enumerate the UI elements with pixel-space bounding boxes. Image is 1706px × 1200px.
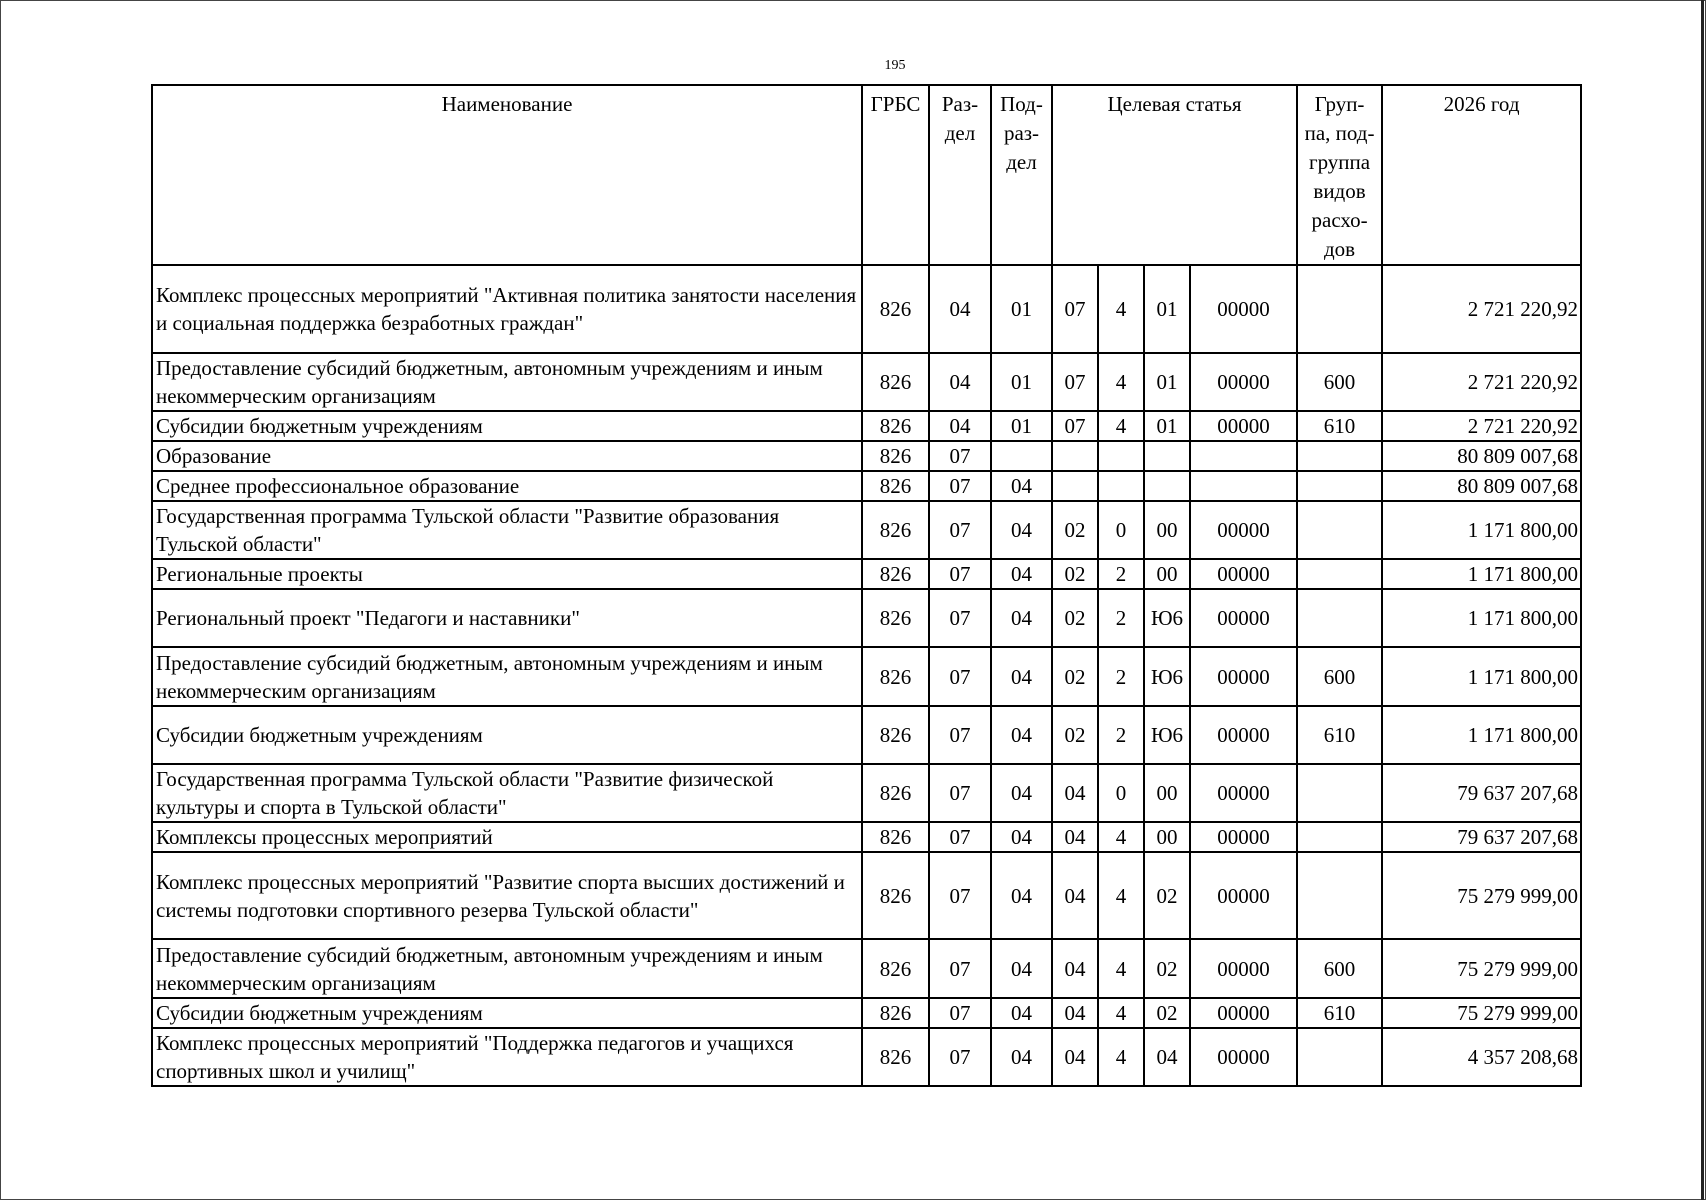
table-row [152,589,1581,647]
cell-target-structure [1144,441,1190,471]
cell-grbs: 826 [862,589,929,647]
cell-target-direction [1190,471,1297,501]
cell-name: Субсидии бюджетным учреждениям [152,411,862,441]
cell-amount: 2 721 220,92 [1382,353,1581,411]
cell-subsection: 04 [991,852,1052,939]
cell-target-type: 2 [1098,559,1144,589]
cell-section: 07 [929,559,991,589]
cell-target-type [1098,441,1144,471]
cell-expense-group: 600 [1297,353,1382,411]
cell-subsection: 04 [991,764,1052,822]
cell-target-program: 04 [1052,998,1098,1028]
cell-target-program: 04 [1052,1028,1098,1086]
cell-expense-group [1297,441,1382,471]
cell-name: Государственная программа Тульской области "Развитие образования Тульской области" [152,501,862,559]
cell-target-direction: 00000 [1190,822,1297,852]
cell-target-type: 4 [1098,265,1144,353]
cell-target-type: 4 [1098,939,1144,998]
cell-subsection: 04 [991,501,1052,559]
cell-grbs: 826 [862,998,929,1028]
cell-section: 07 [929,589,991,647]
cell-amount: 1 171 800,00 [1382,559,1581,589]
cell-section: 07 [929,441,991,471]
table-row [152,764,1581,822]
cell-target-type: 0 [1098,501,1144,559]
cell-target-direction: 00000 [1190,764,1297,822]
cell-subsection: 01 [991,411,1052,441]
header-expense-group-text: Груп- па, под- группа видов расхо- дов [1304,92,1375,261]
cell-grbs: 826 [862,706,929,764]
cell-amount: 80 809 007,68 [1382,441,1581,471]
table-row [152,852,1581,939]
scan-edge [1701,0,1704,1200]
cell-subsection: 04 [991,822,1052,852]
header-subsection [991,85,1052,265]
header-year: 2026 год [1382,85,1581,265]
cell-target-structure: Ю6 [1144,647,1190,706]
cell-target-type [1098,471,1144,501]
cell-subsection: 01 [991,265,1052,353]
cell-grbs: 826 [862,265,929,353]
cell-grbs: 826 [862,852,929,939]
cell-expense-group [1297,852,1382,939]
cell-target-structure: 00 [1144,501,1190,559]
table-row [152,939,1581,998]
cell-target-direction: 00000 [1190,998,1297,1028]
cell-amount: 2 721 220,92 [1382,411,1581,441]
table-header [152,85,1581,265]
cell-name: Предоставление субсидий бюджетным, автономным учреждениям и иным некоммерческим организациям [152,353,862,411]
cell-target-structure: 01 [1144,353,1190,411]
cell-name: Образование [152,441,862,471]
cell-target-type: 4 [1098,998,1144,1028]
cell-amount: 79 637 207,68 [1382,822,1581,852]
cell-section: 04 [929,265,991,353]
cell-section: 07 [929,471,991,501]
cell-amount: 1 171 800,00 [1382,589,1581,647]
cell-expense-group: 610 [1297,998,1382,1028]
cell-target-type: 2 [1098,706,1144,764]
cell-section: 07 [929,1028,991,1086]
cell-grbs: 826 [862,1028,929,1086]
cell-section: 04 [929,411,991,441]
cell-target-direction: 00000 [1190,706,1297,764]
cell-subsection: 01 [991,353,1052,411]
cell-expense-group [1297,265,1382,353]
cell-expense-group [1297,501,1382,559]
table-row [152,471,1581,501]
header-grbs: ГРБС [862,85,929,265]
cell-section: 07 [929,822,991,852]
cell-subsection: 04 [991,939,1052,998]
cell-amount: 1 171 800,00 [1382,706,1581,764]
cell-target-program: 02 [1052,501,1098,559]
cell-name: Комплекс процессных мероприятий "Активная политика занятости населения и социальная поддержка безработных граждан" [152,265,862,353]
cell-section: 04 [929,353,991,411]
cell-target-program [1052,471,1098,501]
cell-section: 07 [929,501,991,559]
cell-name: Субсидии бюджетным учреждениям [152,706,862,764]
cell-target-program: 02 [1052,589,1098,647]
cell-target-program [1052,441,1098,471]
cell-subsection: 04 [991,706,1052,764]
cell-grbs: 826 [862,822,929,852]
table-row [152,822,1581,852]
cell-grbs: 826 [862,353,929,411]
cell-subsection: 04 [991,647,1052,706]
cell-section: 07 [929,939,991,998]
cell-target-direction: 00000 [1190,589,1297,647]
header-section-text: Раз- дел [941,92,979,145]
cell-name: Региональный проект "Педагоги и наставники" [152,589,862,647]
cell-target-program: 04 [1052,939,1098,998]
cell-target-type: 4 [1098,822,1144,852]
cell-section: 07 [929,998,991,1028]
cell-name: Комплексы процессных мероприятий [152,822,862,852]
cell-amount: 80 809 007,68 [1382,471,1581,501]
cell-target-type: 0 [1098,764,1144,822]
cell-expense-group: 600 [1297,647,1382,706]
table-row [152,1028,1581,1086]
cell-target-program: 02 [1052,706,1098,764]
cell-grbs: 826 [862,441,929,471]
cell-subsection [991,441,1052,471]
cell-subsection: 04 [991,559,1052,589]
cell-target-direction: 00000 [1190,265,1297,353]
cell-target-direction: 00000 [1190,501,1297,559]
cell-expense-group [1297,822,1382,852]
cell-grbs: 826 [862,647,929,706]
cell-target-direction: 00000 [1190,559,1297,589]
cell-subsection: 04 [991,998,1052,1028]
header-target-article: Целевая статья [1052,85,1297,265]
header-section [929,85,991,265]
cell-target-type: 2 [1098,589,1144,647]
cell-name: Предоставление субсидий бюджетным, автономным учреждениям и иным некоммерческим организациям [152,939,862,998]
cell-target-program: 04 [1052,852,1098,939]
cell-subsection: 04 [991,1028,1052,1086]
table-row [152,501,1581,559]
cell-expense-group: 610 [1297,411,1382,441]
cell-target-structure: 00 [1144,559,1190,589]
cell-target-structure: 02 [1144,998,1190,1028]
table-row [152,559,1581,589]
table-row [152,265,1581,353]
cell-grbs: 826 [862,471,929,501]
cell-target-structure: 01 [1144,265,1190,353]
cell-name: Комплекс процессных мероприятий "Поддержка педагогов и учащихся спортивных школ и училищ" [152,1028,862,1086]
cell-amount: 2 721 220,92 [1382,265,1581,353]
cell-target-program: 04 [1052,764,1098,822]
cell-amount: 1 171 800,00 [1382,647,1581,706]
header-subsection-text: Под- раз- дел [1000,92,1043,174]
cell-target-direction: 00000 [1190,852,1297,939]
cell-target-program: 07 [1052,265,1098,353]
cell-target-program: 07 [1052,411,1098,441]
cell-target-structure: Ю6 [1144,706,1190,764]
cell-name: Среднее профессиональное образование [152,471,862,501]
cell-amount: 1 171 800,00 [1382,501,1581,559]
cell-target-structure: 04 [1144,1028,1190,1086]
cell-target-type: 2 [1098,647,1144,706]
cell-target-direction [1190,441,1297,471]
table-row [152,998,1581,1028]
cell-amount: 79 637 207,68 [1382,764,1581,822]
cell-target-program: 02 [1052,647,1098,706]
cell-target-structure: 02 [1144,939,1190,998]
header-name: Наименование [152,85,862,265]
cell-target-program: 07 [1052,353,1098,411]
cell-target-structure: 02 [1144,852,1190,939]
cell-grbs: 826 [862,559,929,589]
cell-target-direction: 00000 [1190,1028,1297,1086]
cell-target-structure: 01 [1144,411,1190,441]
cell-target-direction: 00000 [1190,411,1297,441]
table-row [152,647,1581,706]
cell-section: 07 [929,647,991,706]
cell-name: Субсидии бюджетным учреждениям [152,998,862,1028]
header-expense-group [1297,85,1382,265]
cell-target-structure: 00 [1144,822,1190,852]
table-row [152,353,1581,411]
cell-target-type: 4 [1098,852,1144,939]
cell-name: Комплекс процессных мероприятий "Развитие спорта высших достижений и системы подготовки спортивного резерва Тульской области" [152,852,862,939]
cell-grbs: 826 [862,411,929,441]
cell-target-structure: 00 [1144,764,1190,822]
cell-target-structure [1144,471,1190,501]
cell-grbs: 826 [862,501,929,559]
cell-name: Предоставление субсидий бюджетным, автономным учреждениям и иным некоммерческим организациям [152,647,862,706]
cell-target-direction: 00000 [1190,353,1297,411]
cell-target-type: 4 [1098,411,1144,441]
budget-table [151,84,1582,1087]
cell-amount: 75 279 999,00 [1382,852,1581,939]
cell-section: 07 [929,852,991,939]
cell-target-direction: 00000 [1190,939,1297,998]
cell-expense-group [1297,1028,1382,1086]
table-body [152,265,1581,1086]
cell-expense-group [1297,764,1382,822]
table-row [152,706,1581,764]
cell-target-structure: Ю6 [1144,589,1190,647]
cell-subsection: 04 [991,471,1052,501]
cell-target-type: 4 [1098,353,1144,411]
table-row [152,441,1581,471]
cell-name: Государственная программа Тульской области "Развитие физической культуры и спорта в Тульской области" [152,764,862,822]
cell-amount: 75 279 999,00 [1382,998,1581,1028]
cell-target-program: 04 [1052,822,1098,852]
cell-target-program: 02 [1052,559,1098,589]
cell-amount: 4 357 208,68 [1382,1028,1581,1086]
cell-amount: 75 279 999,00 [1382,939,1581,998]
cell-section: 07 [929,706,991,764]
cell-expense-group: 600 [1297,939,1382,998]
cell-expense-group [1297,559,1382,589]
cell-section: 07 [929,764,991,822]
cell-name: Региональные проекты [152,559,862,589]
table-row [152,411,1581,441]
cell-target-direction: 00000 [1190,647,1297,706]
cell-expense-group [1297,589,1382,647]
cell-target-type: 4 [1098,1028,1144,1086]
cell-subsection: 04 [991,589,1052,647]
cell-grbs: 826 [862,939,929,998]
cell-expense-group: 610 [1297,706,1382,764]
page-number: 195 [884,58,906,73]
cell-grbs: 826 [862,764,929,822]
cell-expense-group [1297,471,1382,501]
